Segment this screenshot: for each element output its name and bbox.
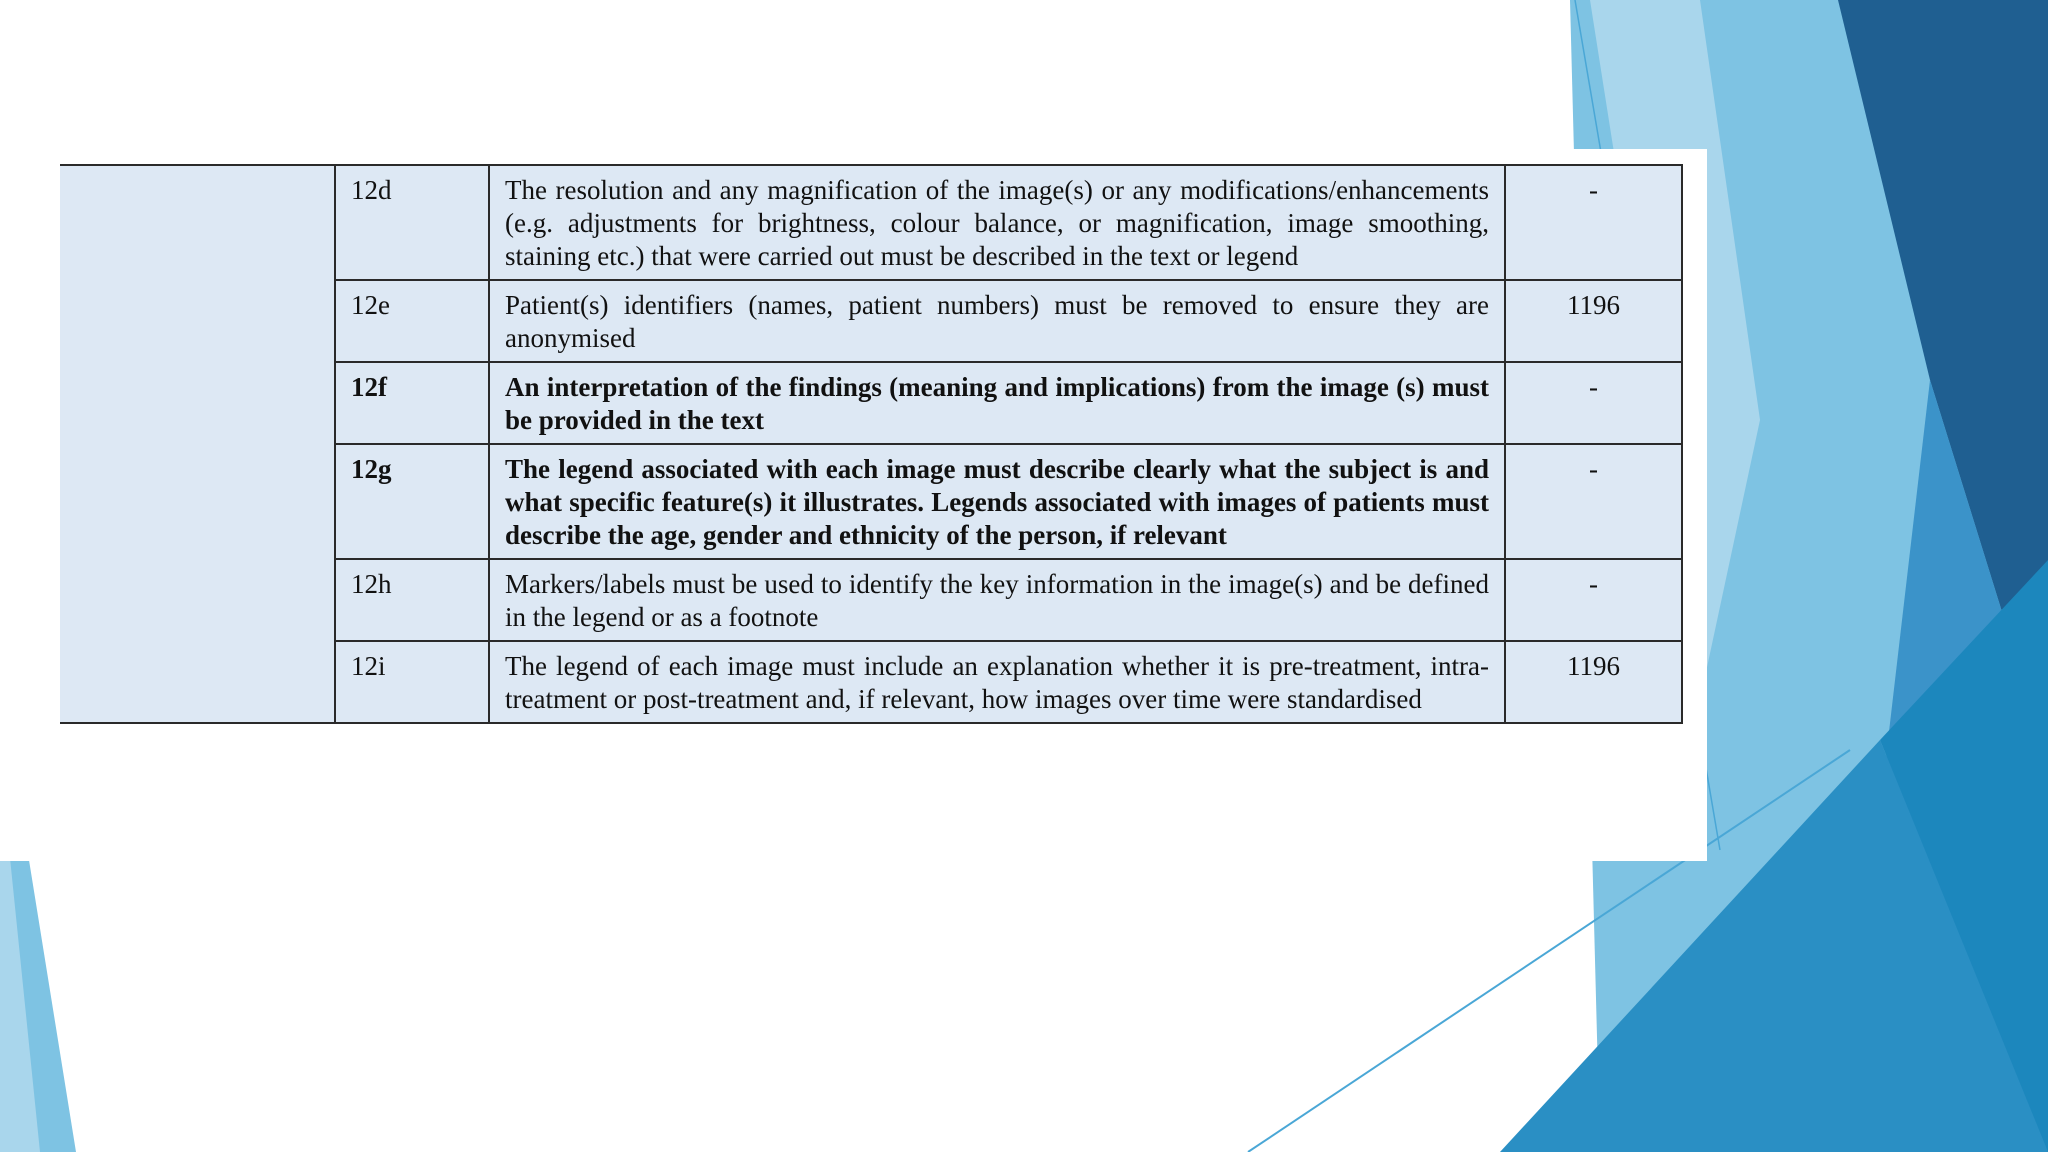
item-description: The legend associated with each image must describe clearly what the subject is and what specific feature(s) it illustrates. Legends associated with images of patients must describe the age, gender and ethnicity of the person, if relevant (489, 444, 1505, 559)
item-id: 12i (335, 641, 489, 723)
item-description: The legend of each image must include an explanation whether it is pre-treatment, intra-treatment or post-treatment and, if relevant, how images over time were standardised (489, 641, 1505, 723)
item-page: - (1505, 165, 1682, 280)
section-cell (60, 165, 335, 723)
item-id: 12f (335, 362, 489, 444)
item-page: 1196 (1505, 280, 1682, 362)
item-page: - (1505, 444, 1682, 559)
item-id: 12e (335, 280, 489, 362)
table-row (60, 165, 1682, 280)
item-page: - (1505, 559, 1682, 641)
item-description: Markers/labels must be used to identify the key information in the image(s) and be defined in the legend or as a footnote (489, 559, 1505, 641)
item-description: The resolution and any magnification of the image(s) or any modifications/enhancements (e.g. adjustments for brightness, colour balance, or magnification, image smoothing, staining etc.) that were carried out must be described in the text or legend (489, 165, 1505, 280)
checklist-table (60, 164, 1683, 724)
item-description: Patient(s) identifiers (names, patient numbers) must be removed to ensure they are anonymised (489, 280, 1505, 362)
item-description: An interpretation of the findings (meaning and implications) from the image (s) must be provided in the text (489, 362, 1505, 444)
item-id: 12d (335, 165, 489, 280)
item-page: 1196 (1505, 641, 1682, 723)
item-page: - (1505, 362, 1682, 444)
item-id: 12g (335, 444, 489, 559)
item-id: 12h (335, 559, 489, 641)
